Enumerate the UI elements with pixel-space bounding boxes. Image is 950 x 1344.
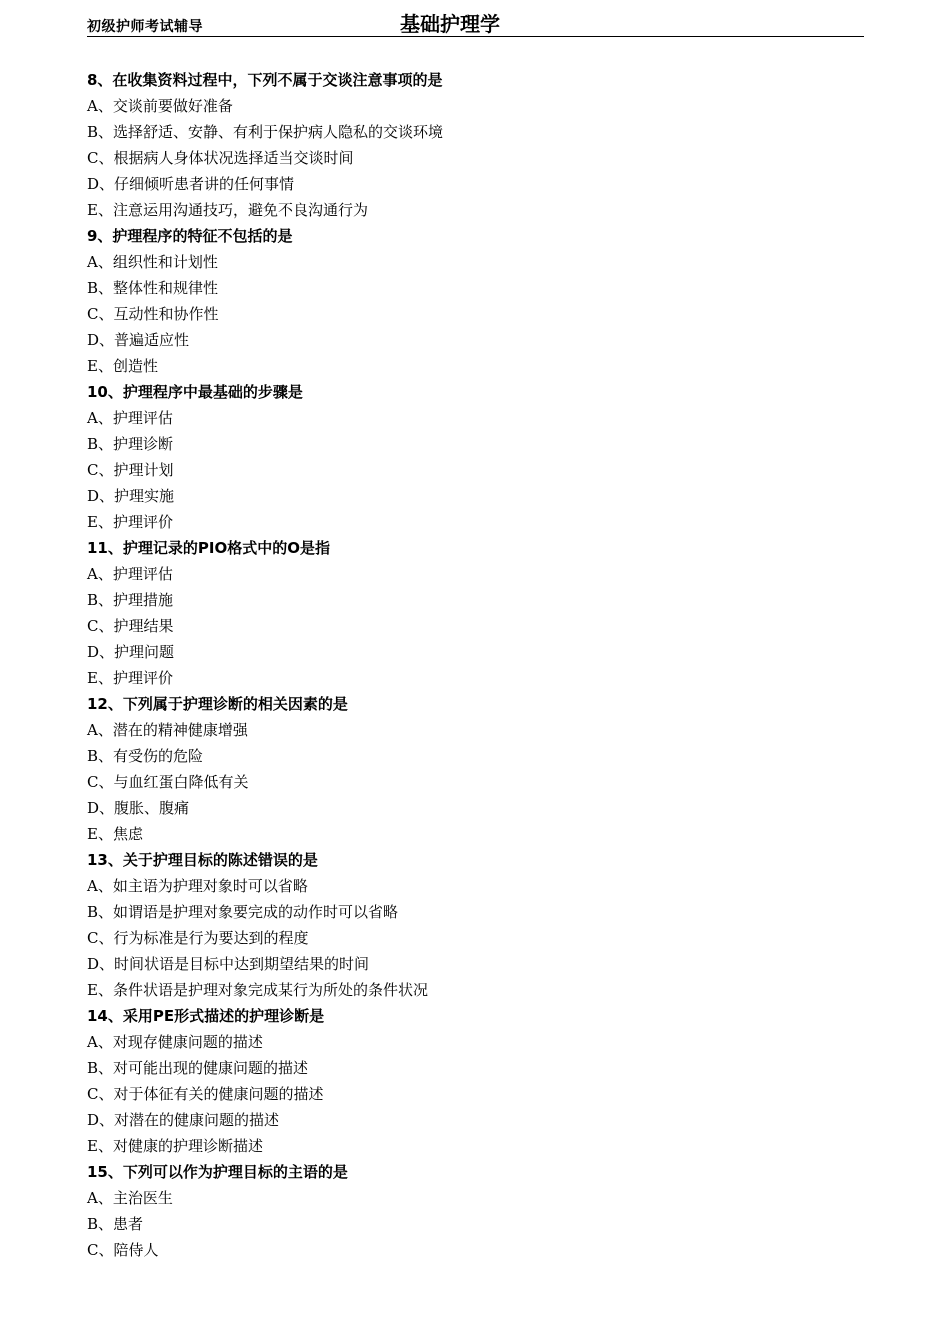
- option-e: E、焦虑: [87, 825, 143, 843]
- option-e: E、对健康的护理诊断描述: [87, 1137, 263, 1155]
- question-list: [87, 67, 877, 1263]
- option-a: A、如主语为护理对象时可以省略: [87, 877, 308, 895]
- option-b: B、护理诊断: [87, 435, 174, 453]
- option-c: C、对于体征有关的健康问题的描述: [87, 1085, 324, 1103]
- option-c: C、行为标准是行为要达到的程度: [87, 929, 309, 947]
- question-stem: 10、护理程序中最基础的步骤是: [87, 383, 303, 401]
- option-d: D、护理实施: [87, 487, 175, 505]
- option-c: C、护理计划: [87, 461, 174, 479]
- option-a: A、交谈前要做好准备: [87, 97, 233, 115]
- question-stem: 12、下列属于护理诊断的相关因素的是: [87, 695, 348, 713]
- option-c: C、互动性和协作性: [87, 305, 219, 323]
- option-c: C、护理结果: [87, 617, 174, 635]
- option-a: A、组织性和计划性: [87, 253, 218, 271]
- option-b: B、护理措施: [87, 591, 174, 609]
- question-stem: 15、下列可以作为护理目标的主语的是: [87, 1163, 348, 1181]
- question-stem: 8、在收集资料过程中，下列不属于交谈注意事项的是: [87, 71, 443, 89]
- option-e: E、条件状语是护理对象完成某行为所处的条件状况: [87, 981, 428, 999]
- question-stem: 14、采用PE形式描述的护理诊断是: [87, 1007, 325, 1025]
- option-b: B、患者: [87, 1215, 144, 1233]
- option-c: C、陪侍人: [87, 1241, 159, 1259]
- page-header: [87, 8, 864, 37]
- option-d: D、普遍适应性: [87, 331, 190, 349]
- question-stem: 9、护理程序的特征不包括的是: [87, 227, 293, 245]
- option-b: B、选择舒适、安静、有利于保护病人隐私的交谈环境: [87, 123, 444, 141]
- option-a: A、潜在的精神健康增强: [87, 721, 248, 739]
- option-a: A、护理评估: [87, 409, 173, 427]
- option-a: A、对现存健康问题的描述: [87, 1033, 263, 1051]
- header-course-title: 初级护师考试辅导: [87, 19, 203, 35]
- option-b: B、整体性和规律性: [87, 279, 219, 297]
- option-d: D、时间状语是目标中达到期望结果的时间: [87, 955, 370, 973]
- option-b: B、如谓语是护理对象要完成的动作时可以省略: [87, 903, 399, 921]
- option-b: B、有受伤的危险: [87, 747, 204, 765]
- option-a: A、护理评估: [87, 565, 173, 583]
- option-c: C、与血红蛋白降低有关: [87, 773, 249, 791]
- option-b: B、对可能出现的健康问题的描述: [87, 1059, 309, 1077]
- option-c: C、根据病人身体状况选择适当交谈时间: [87, 149, 354, 167]
- question-stem: 13、关于护理目标的陈述错误的是: [87, 851, 318, 869]
- option-e: E、创造性: [87, 357, 158, 375]
- option-d: D、仔细倾听患者讲的任何事情: [87, 175, 295, 193]
- option-e: E、护理评价: [87, 669, 173, 687]
- option-a: A、主治医生: [87, 1189, 173, 1207]
- option-e: E、护理评价: [87, 513, 173, 531]
- option-e: E、注意运用沟通技巧，避免不良沟通行为: [87, 201, 368, 219]
- header-subject-title: 基础护理学: [400, 12, 500, 36]
- question-stem: 11、护理记录的PIO格式中的O是指: [87, 539, 330, 557]
- option-d: D、对潜在的健康问题的描述: [87, 1111, 280, 1129]
- option-d: D、护理问题: [87, 643, 175, 661]
- option-d: D、腹胀、腹痛: [87, 799, 190, 817]
